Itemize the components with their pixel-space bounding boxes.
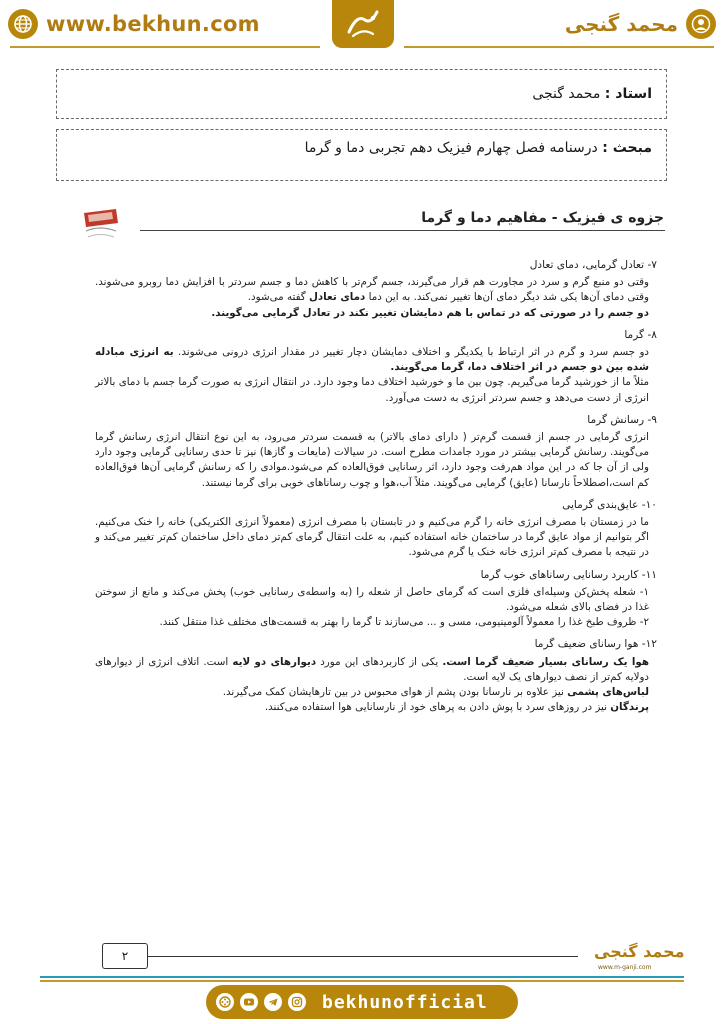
telegram-icon[interactable] (264, 993, 282, 1011)
lesson-item (95, 637, 657, 715)
aparat-icon[interactable] (216, 993, 234, 1011)
bold-term: دیوارهای دو لایه (232, 655, 317, 668)
item-paragraph: ۱- شعله پخش‌کن وسیله‌ای فلزی است که گرمای حاصل از شعله را (به واسطه‌ی رسانایی خوب) پخش می‌کند و مانع از سوختن غذا در فضای بالای شعله می‌شود. (95, 585, 649, 614)
topic-text: درسنامه فصل چهارم فیزیک دهم تجربی دما و گرما (304, 140, 598, 156)
text-span: است. اتلاف انرژی از دیوار‌های دولایه کم‌تر از نصف دیوار‌های یک لایه است. (95, 655, 649, 683)
bold-term: دمای تعادل (308, 291, 366, 304)
text-span: نیز علاوه بر نارسانا بودن پشم از هوای محبوس در بین تار‌هایشان کمک می‌گیرند. (222, 686, 564, 699)
lesson-item (95, 328, 657, 406)
user-icon (686, 9, 716, 39)
item-title: ۹- رسانش گرما (587, 413, 657, 426)
footer-brand-name: محمد گنجی (594, 942, 685, 961)
footer-divider (148, 956, 578, 957)
youtube-icon[interactable] (240, 993, 258, 1011)
item-paragraph (95, 275, 657, 305)
item-paragraph: انرژی گرمایی در جسم از قسمت گرم‌تر ( دارای دمای بالاتر) به قسمت سردتر می‌رود، به این نوع انتقال انرژی رسانش گرما می‌گویند. رسانش گرمایی بیشتر در مورد جامدات مطرح است. در سیالات (مایعات و گازها) نیز تا حدی رسانایی گرمایی وجود دارد ولی از آن جا که در این مواد هم‌رفت وجود دارد، اثر رسانایی فوق‌العاده کم می‌شود.موادی را که رسانش گرمایی آن‌ها فوق‌العاده کم است،اصطلاحاً نارسانا (عایق) گرمایی می‌گویند. مثلاً آب،هوا و چوب رسانا‌های خوبی برای گرما نیستند. (95, 431, 649, 489)
section-divider (140, 230, 665, 231)
item-title: ۷- تعادل گرمایی، دمای تعادل (529, 259, 657, 271)
footer-brand-site: www.m-ganji.com (598, 964, 652, 971)
item-paragraph (95, 700, 657, 715)
item-paragraph: دو جسم را در صورتی که در تماس با هم دمایشان تغییر نکند در تعادل گرمایی می‌گویند. (211, 306, 649, 319)
text-span: نیز در روز‌های سرد با پوش دادن به پرهای خود از نارسانایی هوا استفاده می‌کنند. (264, 701, 607, 714)
teacher-box (56, 69, 667, 119)
footer-rule-teal (40, 976, 684, 978)
item-paragraph (95, 655, 657, 685)
bold-term: پرندگان (610, 701, 649, 714)
instagram-icon[interactable] (288, 993, 306, 1011)
social-bar[interactable] (206, 985, 518, 1019)
topic-box (56, 129, 667, 181)
top-header (0, 0, 724, 50)
header-divider-left (10, 46, 320, 48)
lesson-item (95, 498, 657, 561)
item-paragraph: مثلاً ما از خورشید گرما می‌گیریم. چون بین ما و خورشید اختلاف دما وجود دارد. در انتقال انرژی به صورت گرما جسم با دمای بالاتر انرژی از دست می‌دهد و جسم سردتر انرژی به دست می‌آورد. (95, 376, 649, 404)
header-divider-right (404, 46, 714, 48)
item-paragraph (95, 685, 657, 700)
topic-label: مبحث : (602, 140, 652, 156)
site-url[interactable]: www.bekhun.com (46, 12, 260, 36)
lesson-item (95, 413, 657, 491)
lesson-content (95, 258, 657, 722)
item-title: ۱۰- عایق‌بندی گرمایی (562, 498, 657, 511)
brand-logo-icon (332, 0, 394, 48)
section-title: جزوه ی فیزیک - مفاهیم دما و گرما (421, 210, 664, 226)
item-title: ۱۱- کاربرد رسانایی رسانا‌های خوب گرما (480, 568, 657, 581)
teacher-name: محمد گنجی (532, 86, 601, 102)
text-span: گفته می‌شود. (247, 291, 306, 304)
lesson-item (95, 568, 657, 631)
bold-term: به انرژی مبادله شده بین دو جسم در اثر اختلاف دما، گرما می‌گویند. (95, 346, 649, 374)
social-handle[interactable]: bekhunofficial (322, 991, 488, 1013)
text-span: وقتی دو منبع گرم و سرد در مجاورت هم قرار می‌گیرند، جسم گرم‌تر با کاهش دما و جسم سردتر با افزایش دما روبرو می‌شوند. وقتی دمای آن‌ها یکی شد دیگر دمای آن‌ها تغییر نمی‌کند. به این دما (95, 276, 649, 304)
author-name: محمد گنجی (564, 12, 678, 36)
footer-rule-gold (40, 980, 684, 982)
item-title: ۱۲- هوا رسانای ضعیف گرما (534, 638, 657, 651)
item-title: ۸- گرما (624, 328, 657, 341)
brand-badge-icon (78, 205, 122, 249)
text-span: دو جسم سرد و گرم در اثر ارتباط با یکدیگر و اختلاف دمایشان دچار تغییر در مقدار انرژی درونی می‌شوند. (178, 346, 650, 359)
author-block (565, 8, 716, 40)
globe-icon (8, 9, 38, 39)
item-paragraph (95, 345, 657, 375)
bold-term: هوا یک رسانای بسیار ضعیف گرما است. (442, 655, 650, 668)
teacher-label: استاد : (604, 86, 652, 102)
text-span: یکی از کاربرد‌های این مورد (320, 655, 439, 668)
bold-term: لباس‌های پشمی (567, 686, 649, 699)
site-link[interactable] (8, 8, 260, 40)
item-paragraph: ما در زمستان با مصرف انرژی خانه را گرم می‌کنیم و در تابستان با مصرف انرژی (معمولاً انرژی الکتریکی) خانه را خنک می‌کنیم. اگر بتوانیم از مواد عایق گرما در ساختمان خانه استفاده کنیم، به علت انتقال گرمای کم‌تر دمای داخل ساختمان کم‌تر تغییر می‌کند و در نتیجه با مصرف کم‌تر انرژی خانه خنک یا گرم می‌شود. (95, 516, 649, 559)
page-number: ۲ (102, 943, 148, 969)
item-paragraph: ۲- ظروف طبخ غذا را معمولاً آلومینیومی، مسی و ... می‌سازند تا گرما را بهتر به قسمت‌های مختلف غذا منتقل کنند. (159, 616, 649, 629)
lesson-item (95, 258, 657, 321)
